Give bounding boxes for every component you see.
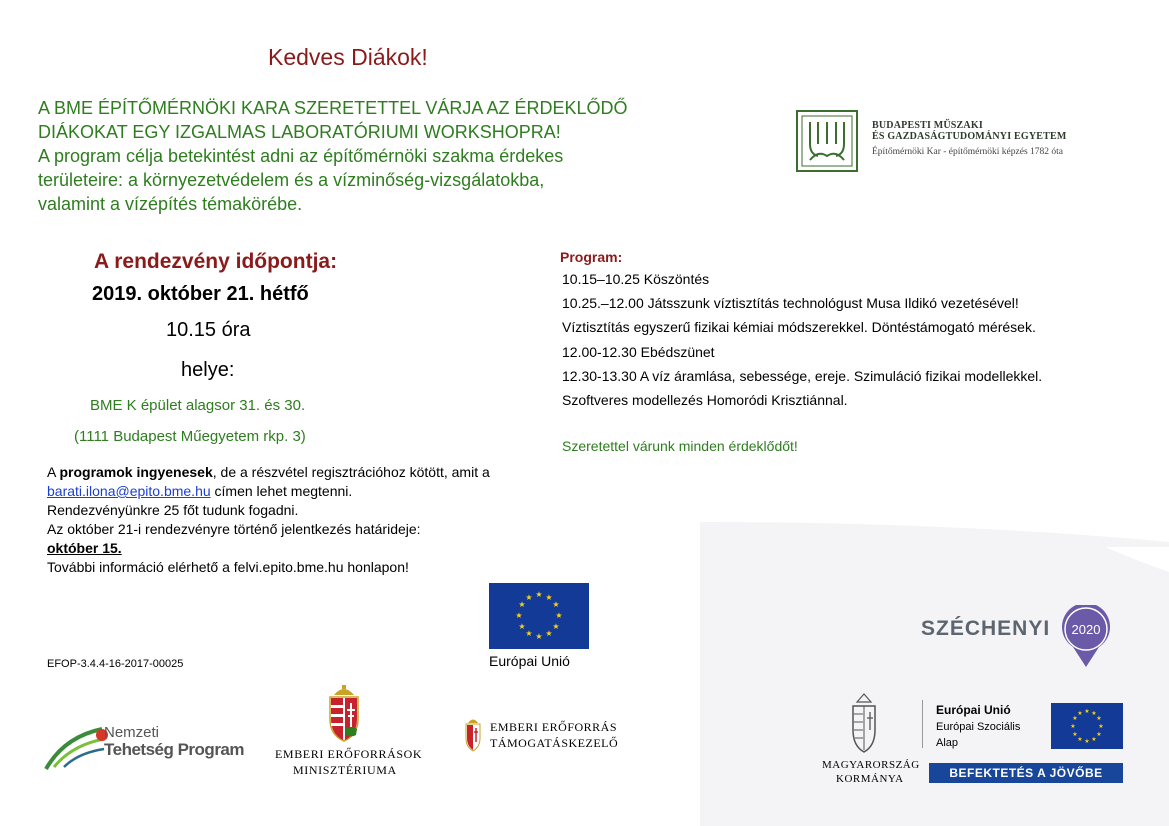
hungary-crest-icon xyxy=(849,690,879,754)
registration-line: Rendezvényünkre 25 főt tudunk fogadni. xyxy=(47,502,299,518)
esf-title: Európai Unió xyxy=(936,703,1011,717)
ntp-name-line1: Nemzeti xyxy=(104,724,160,741)
szechenyi-pin-icon xyxy=(1061,605,1111,667)
registration-line xyxy=(47,463,537,482)
svg-text:★: ★ xyxy=(1096,715,1102,722)
intro-line: területeire: a környezetvédelem és a vízminőség-vizsgálatokba, xyxy=(38,170,545,190)
svg-text:★: ★ xyxy=(1070,723,1076,730)
bme-logo-text xyxy=(872,120,1067,157)
eu-flag-icon xyxy=(489,583,589,649)
svg-text:★: ★ xyxy=(1072,715,1078,722)
program-closing: Szeretettel várunk minden érdeklődőt! xyxy=(562,438,798,454)
emet-name-line2: TÁMOGATÁSKEZELŐ xyxy=(490,736,619,750)
emmi-name-line1: EMBERI ERŐFORRÁSOK xyxy=(275,747,423,761)
deadline-date: október 15. xyxy=(47,540,122,556)
registration-info xyxy=(47,463,537,577)
bme-name-line2: ÉS GAZDASÁGTUDOMÁNYI EGYETEM xyxy=(872,131,1067,142)
government-line2: KORMÁNYA xyxy=(836,773,904,785)
svg-text:★: ★ xyxy=(1091,736,1097,743)
greeting: Kedves Diákok! xyxy=(268,44,428,70)
svg-text:★: ★ xyxy=(525,593,533,602)
svg-text:★: ★ xyxy=(1091,710,1097,717)
emet-name-line1: EMBERI ERŐFORRÁS xyxy=(490,720,618,734)
svg-text:★: ★ xyxy=(1072,731,1078,738)
szechenyi-year: 2020 xyxy=(1071,622,1101,637)
svg-text:★: ★ xyxy=(1098,723,1104,730)
intro-text xyxy=(38,96,678,216)
bme-faculty-line: Építőmérnöki Kar - építőmérnöki képzés 1782 óta xyxy=(872,147,1064,157)
event-place-label: helye: xyxy=(181,359,235,381)
text-span: A xyxy=(47,464,60,480)
email-link[interactable]: barati.ilona@epito.bme.hu xyxy=(47,483,211,499)
event-time: 10.15 óra xyxy=(166,319,251,341)
svg-text:★: ★ xyxy=(535,632,543,641)
program-item: 12.00-12.30 Ebédszünet xyxy=(562,343,715,360)
emet-crest-icon xyxy=(465,716,481,752)
svg-text:★: ★ xyxy=(552,622,560,631)
svg-text:★: ★ xyxy=(555,611,563,620)
eu-flag-small-icon xyxy=(1051,703,1123,749)
program-item: 10.15–10.25 Köszöntés xyxy=(562,271,710,287)
program-item: Szoftveres modellezés Homoródi Krisztiánnal. xyxy=(562,392,848,409)
svg-text:★: ★ xyxy=(518,622,526,631)
program-title: Program: xyxy=(560,249,623,265)
event-location-line2: (1111 Budapest Műegyetem rkp. 3) xyxy=(74,428,306,445)
svg-text:★: ★ xyxy=(552,600,560,609)
intro-line: valamint a vízépítés témakörébe. xyxy=(38,194,303,214)
emmi-name-line2: MINISZTÉRIUMA xyxy=(293,763,397,777)
program-item: 12.30-13.30 A víz áramlása, sebessége, ereje. Szimuláció fizikai modellekkel. xyxy=(562,367,1043,384)
eu-label: Európai Unió xyxy=(489,653,570,669)
event-date: 2019. október 21. hétfő xyxy=(92,283,309,305)
text-span: címen lehet megtenni. xyxy=(210,483,353,499)
government-line1: MAGYARORSZÁG xyxy=(822,759,920,771)
logo-divider xyxy=(922,700,923,748)
project-code: EFOP-3.4.4-16-2017-00025 xyxy=(47,658,184,670)
bme-name-line1: BUDAPESTI MŰSZAKI xyxy=(872,120,983,131)
registration-line: További információ elérhető a felvi.epito.bme.hu honlapon! xyxy=(47,559,409,575)
esf-subtitle1: Európai Szociális xyxy=(936,721,1021,733)
svg-text:★: ★ xyxy=(518,600,526,609)
free-notice: programok ingyenesek xyxy=(59,464,213,480)
invest-banner: BEFEKTETÉS A JÖVŐBE xyxy=(929,763,1123,783)
registration-deadline xyxy=(47,539,537,558)
emmi-crest-icon xyxy=(326,683,362,743)
szechenyi-text: SZÉCHENYI xyxy=(921,617,1051,640)
svg-text:★: ★ xyxy=(515,611,523,620)
svg-text:★: ★ xyxy=(1077,736,1083,743)
svg-text:★: ★ xyxy=(1084,738,1090,745)
program-item: 10.25.–12.00 Játsszunk víztisztítás technológust Musa Ildikó vezetésével! xyxy=(562,295,1019,312)
svg-text:★: ★ xyxy=(1084,708,1090,715)
intro-line: A BME ÉPÍTŐMÉRNÖKI KARA SZERETETTEL VÁRJA AZ ÉRDEKLŐDŐ xyxy=(38,98,628,118)
program-list xyxy=(562,267,1042,412)
program-item: Víztisztítás egyszerű fizikai kémiai módszerekkel. Döntéstámogató mérések. xyxy=(562,319,1036,336)
intro-line: A program célja betekintést adni az építőmérnöki szakma érdekes xyxy=(38,146,564,166)
registration-line xyxy=(47,482,537,501)
svg-text:★: ★ xyxy=(545,593,553,602)
event-location-line1: BME K épület alagsor 31. és 30. xyxy=(90,397,306,414)
ntp-logo-icon xyxy=(44,723,110,773)
text-span: , de a részvétel regisztrációhoz kötött, amit a xyxy=(212,464,490,480)
svg-text:★: ★ xyxy=(525,629,533,638)
registration-line: Az október 21-i rendezvényre történő jelentkezés határideje: xyxy=(47,521,421,537)
event-heading: A rendezvény időpontja: xyxy=(94,250,338,273)
intro-line: DIÁKOKAT EGY IZGALMAS LABORATÓRIUMI WORKSHOPRA! xyxy=(38,122,561,142)
esf-subtitle2: Alap xyxy=(936,737,959,749)
svg-text:★: ★ xyxy=(1077,710,1083,717)
bme-logo-icon xyxy=(796,110,858,172)
svg-text:★: ★ xyxy=(1096,731,1102,738)
ntp-name-line2: Tehetség Program xyxy=(104,740,245,759)
svg-text:★: ★ xyxy=(535,590,543,599)
svg-text:★: ★ xyxy=(545,629,553,638)
